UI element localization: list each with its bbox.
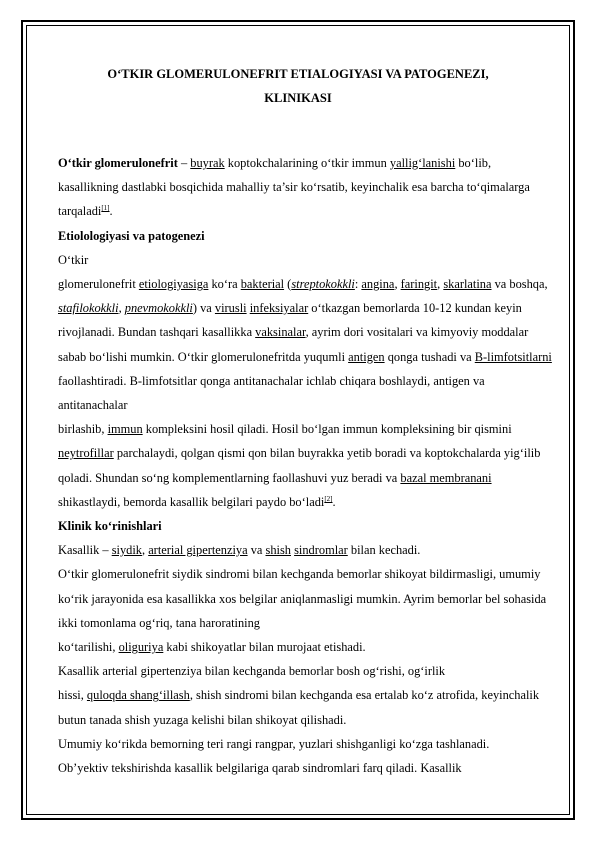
link-yalliglanishi[interactable]: yallig‘lanishi [389, 156, 456, 170]
link-streptokokkli[interactable]: streptokokkli [291, 277, 355, 292]
section2-paragraph-3: ko‘tarilishi, oliguriya kabi shikoyatlar bilan murojaat etishadi. [58, 640, 366, 655]
intro-paragraph: O‘tkir glomerulonefrit – buyrak koptokchalarining o‘tkir immun yallig‘lanishi bo‘lib, kasallikning dastlabki bosqichida mahalliy ta’sir ko‘rsatib, keyinchalik esa barcha to‘qimalarga tarqaladi[1]. [58, 156, 530, 219]
section2-paragraph-7: Ob’yektiv tekshirishda kasallik belgilariga qarab sindromlari farq qiladi. Kasallik [58, 761, 462, 776]
link-immun[interactable]: immun [107, 422, 143, 437]
link-oliguriya[interactable]: oliguriya [118, 640, 164, 655]
link-faringit[interactable]: faringit [400, 277, 438, 292]
link-infeksiyalar[interactable]: infeksiyalar [249, 301, 309, 316]
link-antigen[interactable]: antigen [348, 349, 385, 364]
section1-pre: O‘tkir [58, 252, 89, 267]
link-buyrak[interactable]: buyrak [190, 156, 225, 170]
document-title [50, 62, 546, 110]
link-bazal-membranani[interactable]: bazal membranani [400, 470, 492, 485]
title-line-1: O‘TKIR GLOMERULONEFRIT ETIALOGIYASI VA PATOGENEZI, [107, 67, 489, 81]
link-arterial-gipertenziya[interactable]: arterial gipertenziya [148, 543, 248, 558]
link-virusli[interactable]: virusli [214, 301, 247, 316]
link-angina[interactable]: angina [361, 277, 395, 292]
section-heading-etiology: Etiolologiyasi va patogenezi [58, 228, 205, 243]
section1-paragraph: glomerulonefrit etiologiyasiga ko‘ra bakterial (streptokokkli: angina, faringit, skarlatina va boshqa, stafilokokkli, pnevmokokkli) va virusli infeksiyalar o‘tkazgan bemorlarda 10-12 kundan keyin rivojlanadi. Bundan tashqari kasallikka vaksinalar, ayrim dori vositalari va kimyoviy moddalar sabab bo‘lishi mumkin. O‘tkir glomerulonefritda yuqumli antigen qonga tushadi va B-limfotsitlarni faollashtiradi. B-limfotsitlar qonga antitanachalar ichlab chiqara boshlaydi, antigen va antitanachalar [58, 277, 552, 413]
intro-term: O‘tkir glomerulonefrit [58, 156, 178, 170]
section-heading-clinical: Klinik ko‘rinishlari [58, 519, 162, 534]
link-b-limfotsitlarni[interactable]: B-limfotsitlarni [474, 349, 552, 364]
link-sindromlar[interactable]: sindromlar [294, 543, 348, 558]
link-neytrofillar[interactable]: neytrofillar [58, 446, 114, 461]
link-vaksinalar[interactable]: vaksinalar [255, 325, 306, 340]
link-stafilokokkli[interactable]: stafilokokkli [58, 301, 119, 316]
reference-1[interactable]: [1] [101, 204, 110, 213]
title-line-2: KLINIKASI [264, 91, 332, 105]
link-quloqda-shangillash[interactable]: quloqda shang‘illash [86, 688, 190, 703]
section2-paragraph-6: Umumiy ko‘rikda bemorning teri rangi rangpar, yuzlari shishganligi ko‘zga tashlanadi. [58, 736, 490, 751]
link-skarlatina[interactable]: skarlatina [443, 277, 492, 292]
link-siydik[interactable]: siydik [111, 543, 142, 558]
link-bakterial[interactable]: bakterial [240, 277, 285, 292]
document-body [58, 151, 552, 780]
section2-paragraph-4: Kasallik arterial gipertenziya bilan kechganda bemorlar bosh og‘rishi, og‘irlik [58, 664, 446, 679]
link-pnevmokokkli[interactable]: pnevmokokkli [124, 301, 193, 316]
section2-paragraph-1: Kasallik – siydik, arterial gipertenziya va shish sindromlar bilan kechadi. [58, 543, 421, 558]
link-shish[interactable]: shish [265, 543, 291, 558]
reference-2[interactable]: [2] [324, 494, 333, 503]
section2-paragraph-2: O‘tkir glomerulonefrit siydik sindromi bilan kechganda bemorlar shikoyat bildirmasligi, umumiy ko‘rik jarayonida esa kasallikka xos belgilar aniqlanmasligi mumkin. Ayrim bemorlar bel sohasida ikki tomonlama og‘riq, tana haroratining [58, 567, 547, 630]
section2-paragraph-5: hissi, quloqda shang‘illash, shish sindromi bilan kechganda esa ertalab ko‘z atrofida, keyinchalik butun tanada shish yuzaga kelishi bilan shikoyat qilishadi. [58, 688, 540, 727]
link-etiologiyasiga[interactable]: etiologiyasiga [138, 277, 209, 292]
section1-paragraph-cont: birlashib, immun kompleksini hosil qiladi. Hosil bo‘lgan immun kompleksining bir qismini neytrofillar parchalaydi, qolgan qismi qon bilan buyrakka yetib boradi va koptokchalarda yig‘ilib qoladi. Shundan so‘ng komplementlarning faollashuvi yuz beradi va bazal membranani shikastlaydi, bemorda kasallik belgilari paydo bo‘ladi[2]. [58, 422, 541, 509]
